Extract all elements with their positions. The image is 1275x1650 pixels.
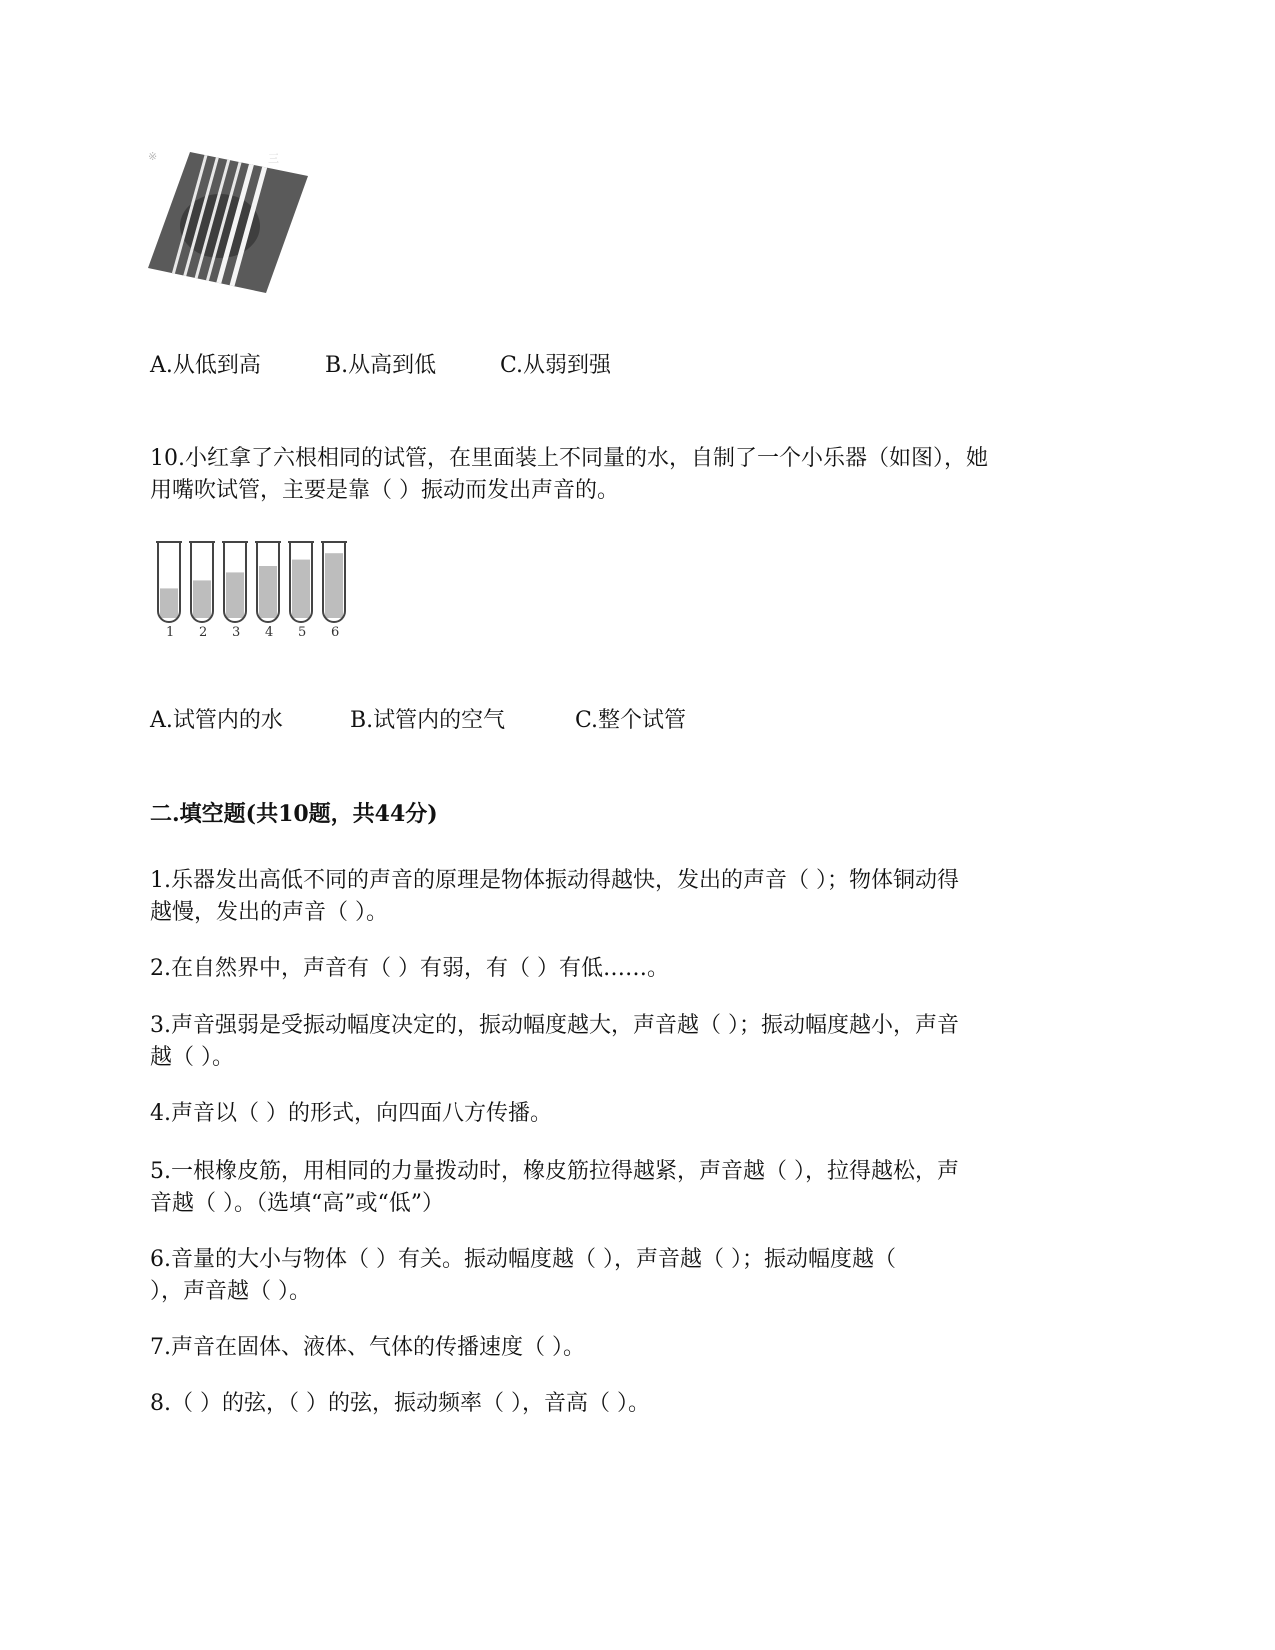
q9-option-a: A.从低到高 [150, 353, 261, 378]
fill-q6-line-1: 6.音量的大小与物体（ ）有关。振动幅度越（ ），声音越（ ）；振动幅度越（ [150, 1247, 896, 1272]
fill-q5-line-2: 音越（ ）。（选填“高”或“低”） [150, 1191, 444, 1216]
tube-label-2: 2 [199, 625, 208, 640]
guitar-strings-image [148, 148, 308, 293]
fill-q3-line-1: 3.声音强弱是受振动幅度决定的，振动幅度越大，声音越（ ）；振动幅度越小，声音 [150, 1013, 959, 1038]
q10-line-1: 10.小红拿了六根相同的试管，在里面装上不同量的水，自制了一个小乐器（如图），她 [150, 446, 988, 471]
water-level [160, 588, 178, 618]
tube-label-1: 1 [166, 625, 175, 640]
q9-option-b: B.从高到低 [325, 353, 437, 378]
test-tube [222, 542, 248, 622]
tube-label-6: 6 [331, 625, 340, 640]
q10-line-2: 用嘴吹试管，主要是靠（ ）振动而发出声音的。 [150, 478, 619, 503]
water-level [325, 553, 343, 618]
fill-q1-line-1: 1.乐器发出高低不同的声音的原理是物体振动得越快，发出的声音（ ）；物体铜动得 [150, 868, 959, 893]
tube-label-3: 3 [232, 625, 241, 640]
tube-label-5: 5 [298, 625, 307, 640]
test-tube [321, 542, 347, 622]
fill-q2-line-1: 2.在自然界中，声音有（ ）有弱，有（ ）有低……。 [150, 956, 669, 981]
water-level [259, 566, 277, 618]
q9-option-c: C.从弱到强 [500, 353, 612, 378]
test-tube [288, 542, 314, 622]
fill-q7-line-1: 7.声音在固体、液体、气体的传播速度（ ）。 [150, 1335, 585, 1360]
svg-text:※: ※ [148, 150, 158, 163]
test-tube [156, 542, 182, 622]
q10-option-a: A.试管内的水 [150, 708, 283, 733]
q10-option-b: B.试管内的空气 [350, 708, 506, 733]
water-level [193, 580, 211, 618]
water-level [292, 560, 310, 618]
fill-q6-line-2: ），声音越（ ）。 [150, 1279, 311, 1304]
tube-label-4: 4 [265, 625, 274, 640]
fill-q4-line-1: 4.声音以（ ）的形式，向四面八方传播。 [150, 1101, 552, 1126]
svg-text:三: 三 [268, 152, 279, 165]
water-level [226, 572, 244, 618]
fill-q3-line-2: 越（ ）。 [150, 1045, 234, 1070]
test-tubes-image [150, 540, 360, 640]
fill-q8-line-1: 8.（ ）的弦，（ ）的弦，振动频率（ ），音高（ ）。 [150, 1391, 650, 1416]
test-tube [189, 542, 215, 622]
q10-option-c: C.整个试管 [575, 708, 687, 733]
fill-q1-line-2: 越慢，发出的声音（ ）。 [150, 900, 388, 925]
section-2-title: 二.填空题(共10题，共44分) [150, 801, 438, 827]
test-tube [255, 542, 281, 622]
fill-q5-line-1: 5.一根橡皮筋，用相同的力量拨动时，橡皮筋拉得越紧，声音越（ ），拉得越松，声 [150, 1159, 959, 1184]
